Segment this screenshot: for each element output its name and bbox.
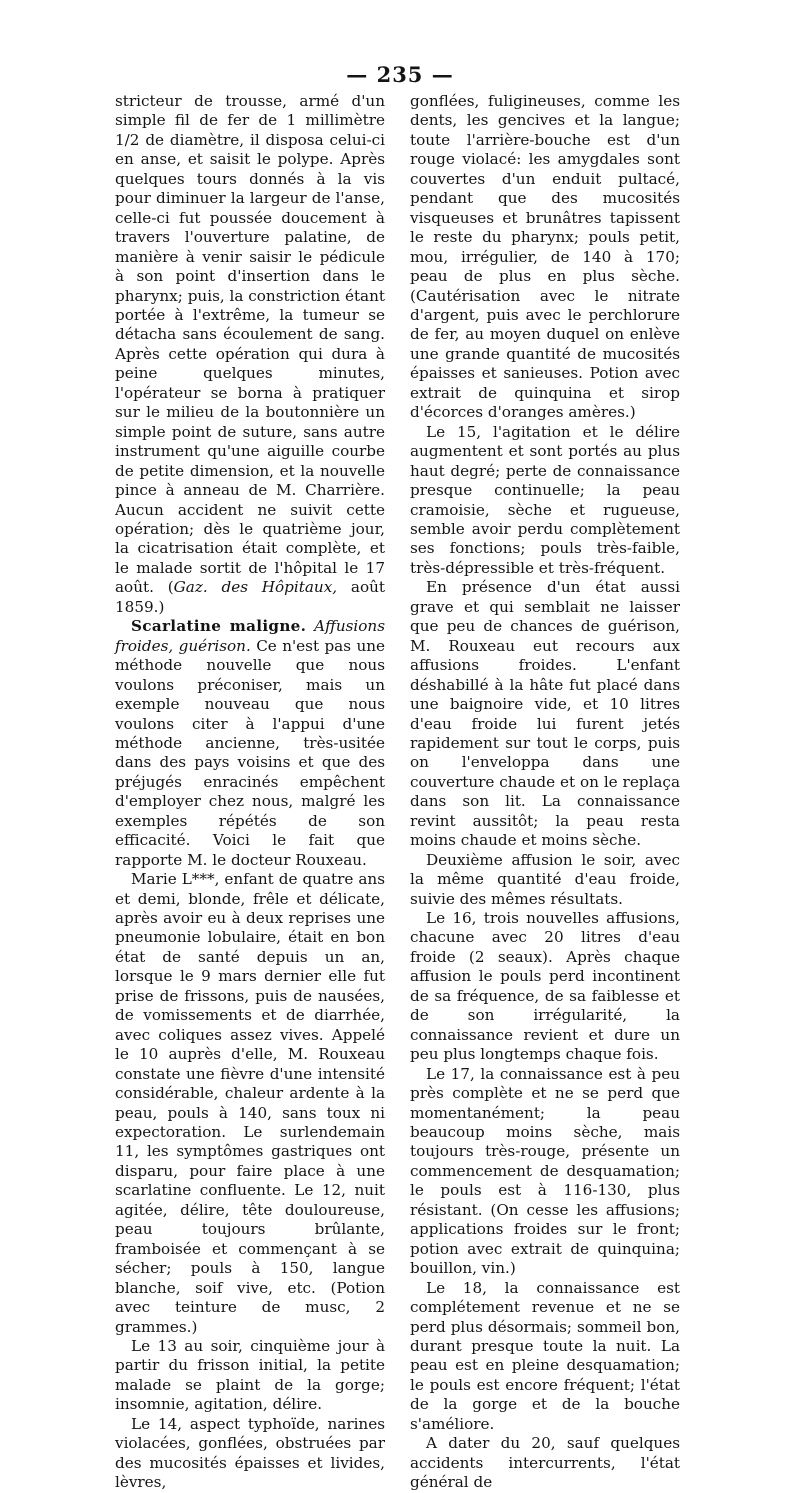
paragraph-day-17: Le 17, la connaissance est à peu près complète et ne se perd que momentanément; la peau beaucoup moins sèche, mais toujours très-rouge, présente un commencement de desquamation; le pouls est à 116-130, plus résistant. (On cesse les affusions; applications froides sur le front; potion avec extrait de quinquina; bouillon, vin.) bbox=[410, 1064, 680, 1278]
paragraph-polype-operation bbox=[115, 92, 385, 617]
paragraph-day-20: A dater du 20, sauf quelques accidents intercurrents, l'état général de bbox=[410, 1434, 680, 1492]
paragraph-case-history: Marie L***, enfant de quatre ans et demi, blonde, frêle et délicate, après avoir eu à deux reprises une pneumonie lobulaire, était en bon état de santé depuis un an, lorsque le 9 mars dernier elle fut prise de frissons, puis de nausées, de vomissements et de diarrhée, avec coliques assez vives. Appelé le 10 auprès d'elle, M. Rouxeau constate une fièvre d'une intensité considérable, chaleur ardente à la peau, pouls à 140, sans toux ni expectoration. Le surlendemain 11, les symptômes gastriques ont disparu, pour faire place à une scarlatine confluente. Le 12, nuit agitée, délire, tête douloureuse, peau toujours brûlante, framboisée et commençant à se sécher; pouls à 150, langue blanche, soif vive, etc. (Potion avec teinture de musc, 2 grammes.) bbox=[115, 870, 385, 1336]
paragraph-day-13: Le 13 au soir, cinquième jour à partir du frisson initial, la petite malade se plaint de la gorge; insomnie, agitation, délire. bbox=[115, 1337, 385, 1414]
section-subtitle: Affusions froides, guérison. bbox=[115, 617, 385, 655]
section-heading: Scarlatine maligne. bbox=[131, 617, 307, 636]
paragraph-text: stricteur de trousse, armé d'un simple fil de fer de 1 millimètre 1/2 de diamètre, il disposa celui-ci en anse, et saisit le polype. Après quelques tours donnés à la vis pour diminuer la largeur de l'anse, celle-ci fut poussée doucement à travers l'ouverture palatine, de manière à venir saisir le pédicule à son point d'insertion dans le pharynx; puis, la constriction étant portée à l'extrême, la tumeur se détacha sans écoulement de sang. Après cette opération qui dura à peine quelques minutes, l'opérateur se borna à pratiquer sur le milieu de la boutonnière un simple point de suture, sans autre instrument qu'une aiguille courbe de petite dimension, et la nouvelle pince à anneau de M. Charrière. Aucun accident ne suivit cette opération; dès le quatrième jour, la cicatrisation était complète, et le malade sortit de l'hôpital le 17 août. ( bbox=[115, 92, 385, 597]
source-citation: Gaz. des Hôpitaux, bbox=[173, 578, 338, 597]
paragraph-day-14: Le 14, aspect typhoïde, narines violacées, gonflées, obstruées par des mucosités épaisses et livides, lèvres, bbox=[115, 1414, 385, 1492]
paragraph-affusions: En présence d'un état aussi grave et qui semblait ne laisser que peu de chances de guérison, M. Rouxeau eut recours aux affusions froides. L'enfant déshabillé à la hâte fut placé dans une baignoire vide, et 10 litres d'eau froide lui furent jetés rapidement sur tout le corps, puis on l'enveloppa dans une couverture chaude et on le replaça dans son lit. La connaissance revint aussitôt; la peau resta moins chaude et moins sèche. bbox=[410, 578, 680, 850]
paragraph-day-18: Le 18, la connaissance est complétement revenue et ne se perd plus désormais; sommeil bon, durant presque toute la nuit. La peau est en pleine desquamation; le pouls est encore fréquent; l'état de la gorge et de la bouche s'améliore. bbox=[410, 1278, 680, 1433]
paragraph-text: Ce n'est pas une méthode nouvelle que nous voulons préconiser, mais un exemple nouveau que nous voulons citer à l'appui d'une méthode ancienne, très-usitée dans des pays voisins et que des préjugés enracinés empêchent d'employer chez nous, malgré les exemples répétés de son efficacité. Voici le fait que rapporte M. le docteur Rouxeau. bbox=[115, 636, 385, 869]
paragraph-day-15: Le 15, l'agitation et le délire augmentent et sont portés au plus haut degré; perte de connaissance presque continuelle; la peau cramoisie, sèche et rugueuse, semble avoir perdu complètement ses fonctions; pouls très-faible, très-dépressible et très-fréquent. bbox=[410, 422, 680, 577]
right-column bbox=[410, 92, 680, 1493]
paragraph-day-14-continued: gonflées, fuligineuses, comme les dents, les gencives et la langue; toute l'arrière-bouche est d'un rouge violacé: les amygdales sont couvertes d'un enduit pultacé, pendant que des mucosités visqueuses et brunâtres tapissent le reste du pharynx; pouls petit, mou, irrégulier, de 140 à 170; peau de plus en plus sèche. (Cautérisation avec le nitrate d'argent, puis avec le perchlorure de fer, au moyen duquel on enlève une grande quantité de mucosités épaisses et sanieuses. Potion avec extrait de quinquina et sirop d'écorces d'oranges amères.) bbox=[410, 92, 680, 422]
citation-date: août 1859.) bbox=[115, 578, 385, 616]
paragraph-second-affusion: Deuxième affusion le soir, avec la même quantité d'eau froide, suivie des mêmes résultats. bbox=[410, 850, 680, 908]
left-column bbox=[115, 92, 385, 1493]
paragraph-scarlatine-intro bbox=[115, 617, 385, 870]
page-number: — 235 — bbox=[346, 62, 454, 87]
paragraph-day-16: Le 16, trois nouvelles affusions, chacune avec 20 litres d'eau froide (2 seaux). Après chaque affusion le pouls perd incontinent de sa fréquence, de sa faiblesse et de son irrégularité, la connaissance revient et dure un peu plus longtemps chaque fois. bbox=[410, 909, 680, 1064]
